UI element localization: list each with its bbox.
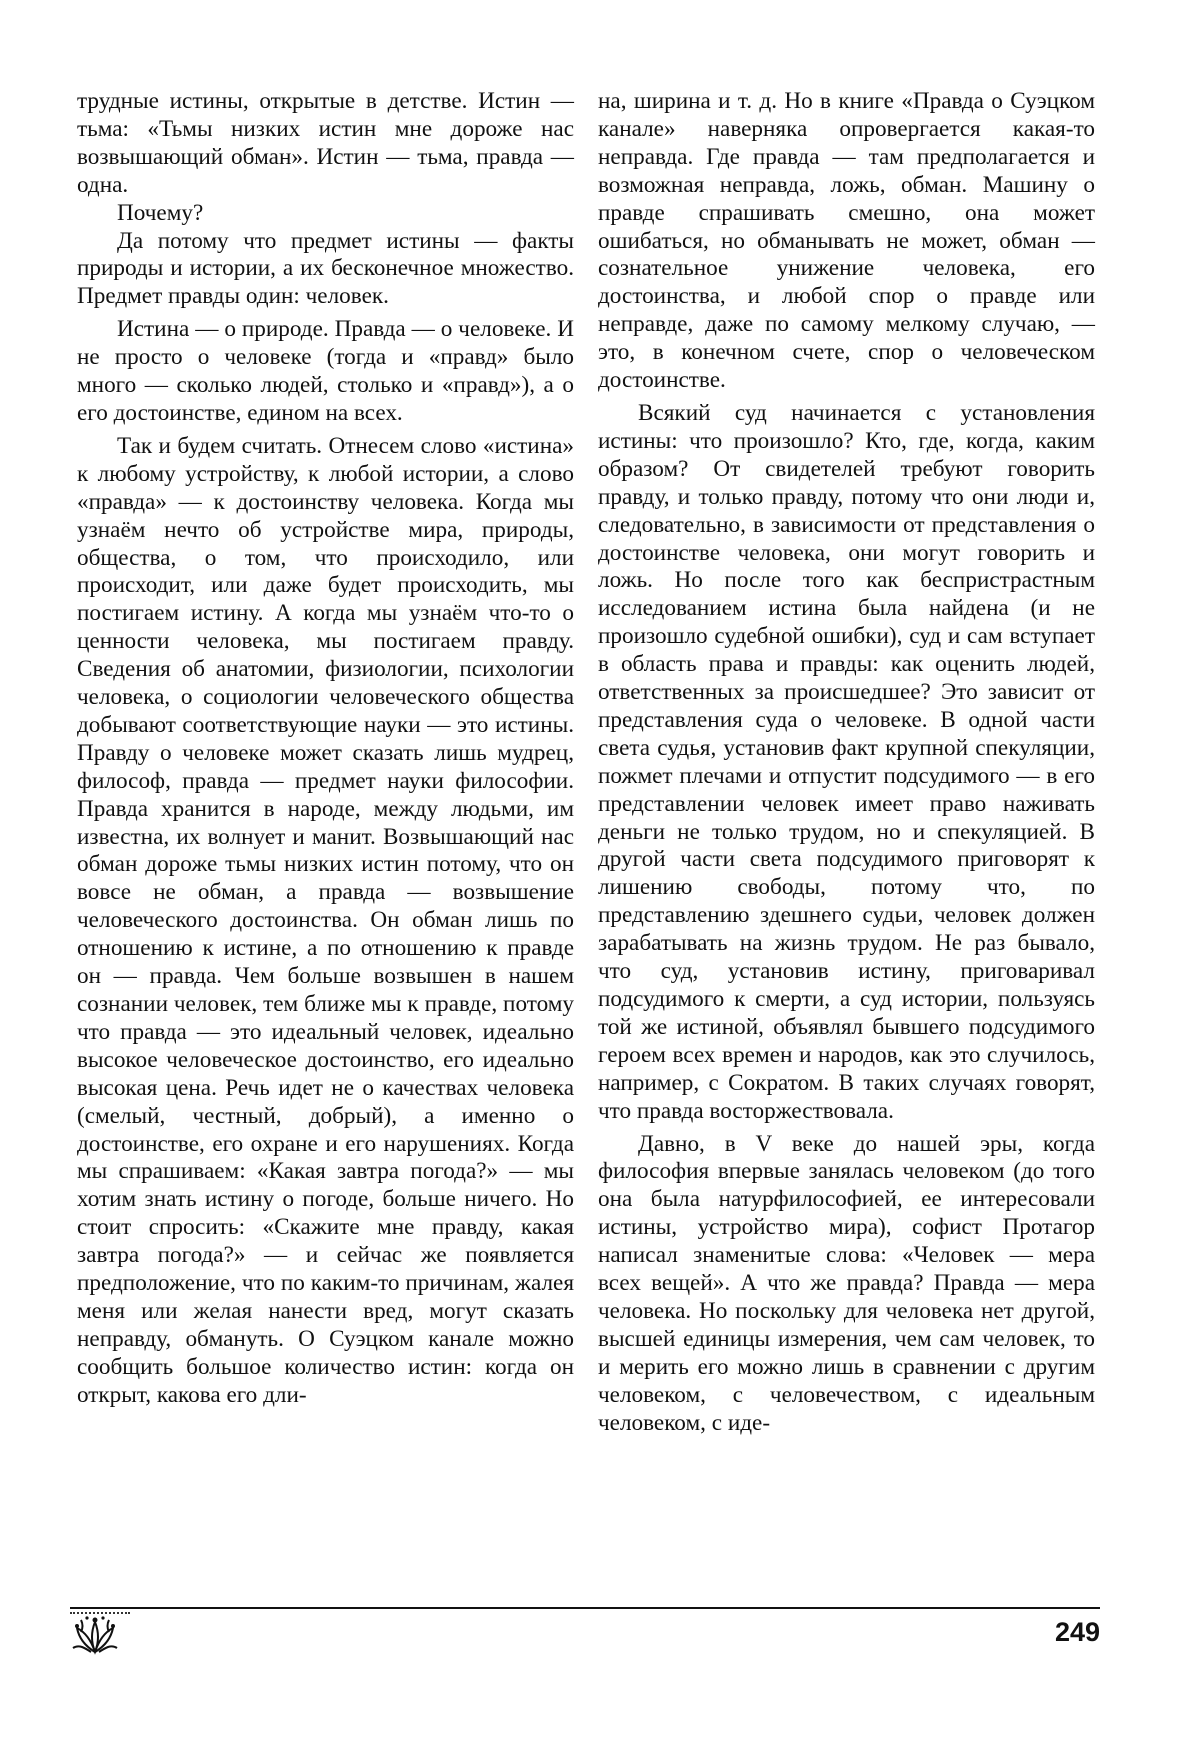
- right-column: [598, 88, 1095, 1438]
- floral-ornament-icon: [67, 1612, 123, 1656]
- paragraph: Давно, в V веке до нашей эры, когда философия впервые занялась человеком (до того она была натурфилософией, ее интересовали истины, устройство мира), софист Протагор написал знаменитые слова: «Человек — мера всех вещей». А что же правда? Правда — мера человека. Но поскольку для человека нет другой, высшей единицы измерения, чем сам человек, то и мерить его можно лишь в сравнении с другим человеком, с человечеством, с идеальным человеком, с иде-: [598, 1130, 1095, 1436]
- footer-rule: [70, 1607, 1100, 1609]
- left-column: [77, 88, 574, 1410]
- page-number: 249: [1054, 1617, 1100, 1647]
- paragraph: Почему?: [117, 199, 204, 226]
- paragraph: Истина — о природе. Правда — о человеке. И не просто о человеке (тогда и «правд» было много — сколько людей, столько и «правд»), а о его достоинстве, едином на всех.: [77, 316, 574, 426]
- paragraph: трудные истины, открытые в детстве. Истин — тьма: «Тьмы низких истин мне дороже нас возвышающий обман». Истин — тьма, правда — одна.: [77, 88, 574, 198]
- paragraph: Да потому что предмет истины — факты природы и истории, а их бесконечное множество. Предмет правды один: человек.: [77, 227, 574, 310]
- paragraph: Всякий суд начинается с установления истины: что произошло? Кто, где, когда, каким образом? От свидетелей требуют говорить правду, и только правду, потому что они люди и, следовательно, в зависимости от представления о достоинстве человека, они могут говорить и ложь. Но после того как беспристрастным исследованием истина была найдена (и не произошло судебной ошибки), суд и сам вступает в область права и правды: как оценить людей, ответственных за происшедшее? Это зависит от представления суда о человеке. В одной части света судья, установив факт крупной спекуляции, пожмет плечами и отпустит подсудимого — в его представлении человек имеет право наживать деньги не только трудом, но и спекуляцией. В другой части света подсудимого приговорят к лишению свободы, потому что, по представлению здешнего судьи, человек должен зарабатывать на жизнь трудом. Не раз бывало, что суд, установив истину, приговаривал подсудимого к смерти, а суд истории, пользуясь той же истиной, объявлял бывшего подсудимого героем всех времен и народов, как это случилось, например, с Сократом. В таких случаях говорят, что правда восторжествовала.: [598, 399, 1095, 1124]
- paragraph: на, ширина и т. д. Но в книге «Правда о Суэцком канале» наверняка опровергается какая-то неправда. Где правда — там предполагается и возможная неправда, ложь, обман. Машину о правде спрашивать смешно, она может ошибаться, но обманывать не может, обман — сознательное унижение человека, его достоинства, и любой спор о правде или неправде, даже по самому мелкому случаю, — это, в конечном счете, спор о человеческом достоинстве.: [598, 88, 1095, 394]
- paragraph: Так и будем считать. Отнесем слово «истина» к любому устройству, к любой истории, а слово «правда» — к достоинству человека. Когда мы узнаём нечто об устройстве мира, природы, общества, о том, что происходило, или происходит, или даже будет происходить, мы постигаем истину. А когда мы узнаём что-то о ценности человека, мы постигаем правду. Сведения об анатомии, физиологии, психологии человека, о социологии человеческого общества добывают соответствующие науки — это истины. Правду о человеке может сказать лишь мудрец, философ, правда — предмет науки философии. Правда хранится в народе, между людьми, им известна, их волнует и манит. Возвышающий нас обман дороже тьмы низких истин потому, что он вовсе не обман, а правда — возвышение человеческого достоинства. Он обман лишь по отношению к истине, а по отношению к правде он — правда. Чем больше возвышен в нашем сознании человек, тем ближе мы к правде, потому что правда — это идеальный человек, идеально высокое человеческое достоинство, его идеально высокая цена. Речь идет не о качествах человека (смелый, честный, добрый), а именно о достоинстве, его охране и его нарушениях. Когда мы спрашиваем: «Какая завтра погода?» — мы хотим знать истину о погоде, больше ничего. Но стоит спросить: «Скажите мне правду, какая завтра погода?» — и сейчас же появляется предположение, что по каким-то причинам, жалея меня или желая нанести вред, могут сказать неправду, обмануть. О Суэцком канале можно сообщить большое количество истин: когда он открыт, какова его дли-: [77, 432, 574, 1408]
